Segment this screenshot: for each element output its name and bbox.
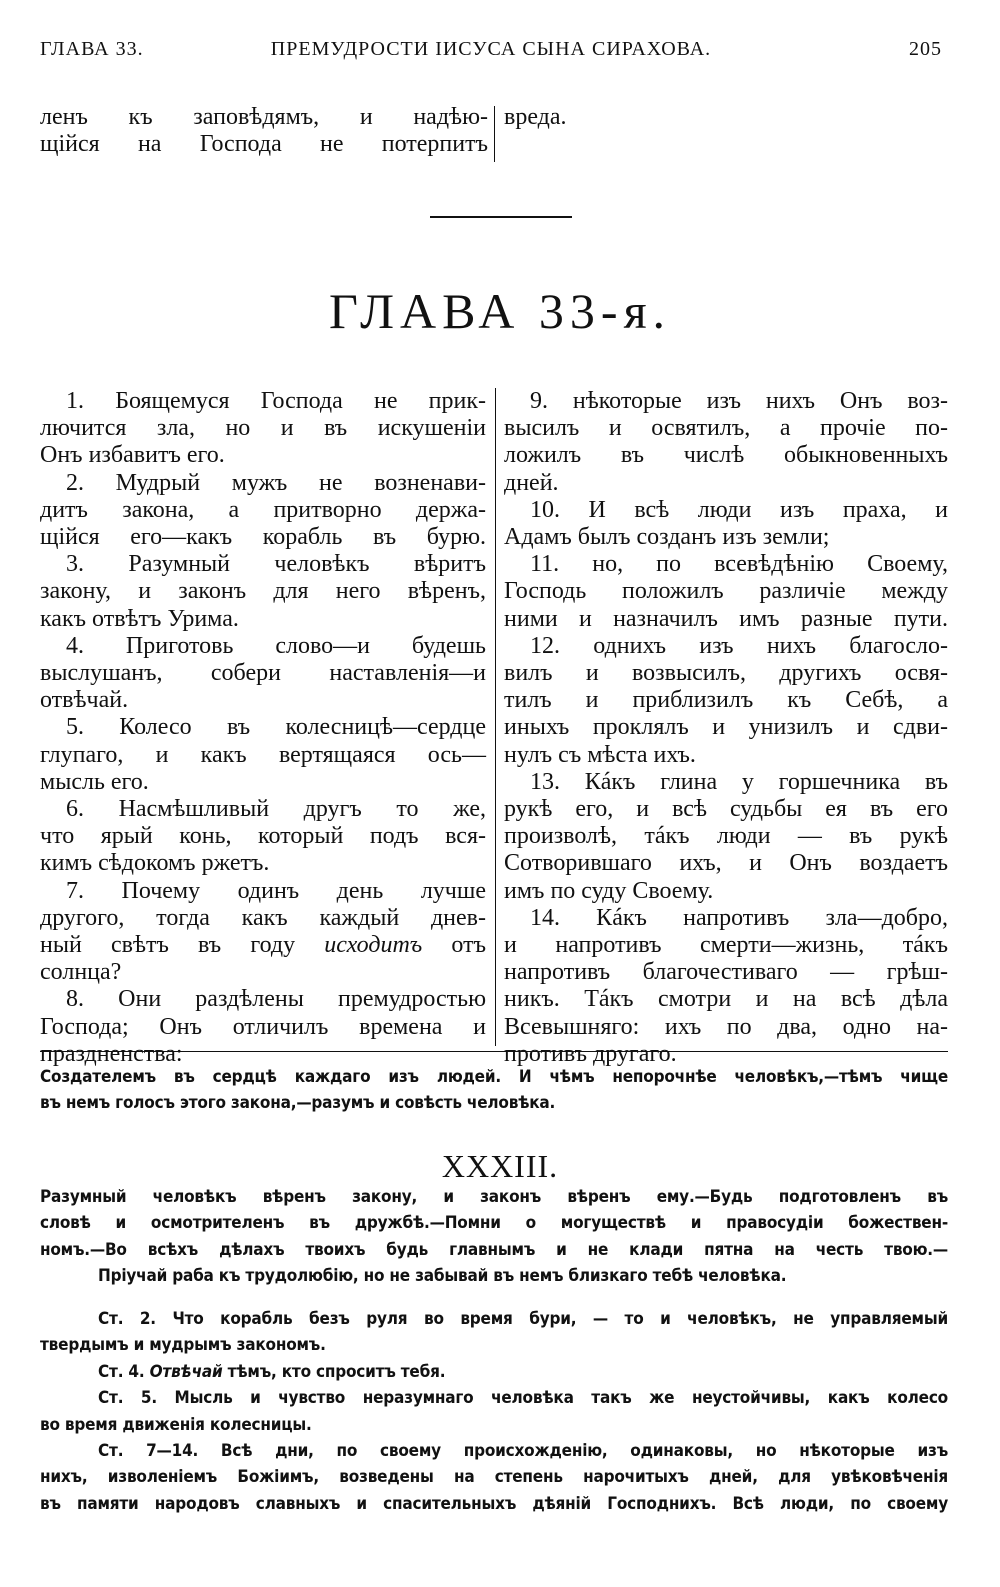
verse-7 [40, 878, 486, 987]
text-line: словѣ и осмотрителенъ въ дружбѣ.—Помни о могуществѣ и правосудіи божествен- [40, 1213, 948, 1234]
text-line: лючится зла, но и въ искушеніи [40, 415, 486, 442]
text-line: 12. однихъ изъ нихъ благосло- [530, 632, 948, 659]
verse-columns [40, 388, 948, 1067]
header-book-title: ПРЕМУДРОСТИ ІИСУСА СЫНА СИРАХОВА. [270, 38, 712, 60]
italic-word: Отвѣчай [149, 1361, 223, 1382]
header-chapter: ГЛАВА 33. [40, 38, 144, 60]
text-line: другого, тогда какъ каждый днев- [40, 904, 486, 931]
text-line: что ярый конь, который подъ вся- [40, 823, 486, 850]
verse-11 [504, 551, 948, 633]
text-line: Ст. 5. Мысль и чувство неразумнаго человѣка такъ же неустойчивы, какъ колесо [98, 1388, 948, 1409]
text-line: высилъ и освятилъ, а прочіе по- [504, 415, 948, 442]
verse-9 [504, 388, 948, 497]
fragment-right-column [504, 104, 704, 131]
chapter-title: ГЛАВА 33-я. [328, 283, 672, 339]
text-line: въ памяти народовъ славныхъ и спасительныхъ дѣяній Господнихъ. Всѣ люди, по своему [40, 1493, 948, 1514]
text-line: произволѣ, тáкъ люди — въ рукѣ [504, 823, 948, 850]
text-line: вреда. [504, 104, 567, 130]
commentary-continuation [40, 1064, 948, 1117]
text-line: отвѣчай. [40, 687, 129, 714]
text-line: твердымъ и мудрымъ закономъ. [40, 1335, 326, 1356]
text-line: 13. Кáкъ глина у горшечника въ [530, 768, 948, 795]
italic-word: исходитъ [324, 932, 423, 959]
text-line: Создателемъ въ сердцѣ каждаго изъ людей. И чѣмъ непорочнѣе человѣкъ,—тѣмъ чище [40, 1067, 948, 1087]
text-line: Всевышняго: ихъ по два, одно на- [504, 1013, 948, 1040]
left-column [40, 388, 486, 1068]
text-line: щійся его—какъ корабль въ бурю. [40, 524, 486, 551]
text-line: 8. Они раздѣлены премудростью [66, 986, 486, 1013]
text-line: Адамъ былъ созданъ изъ земли; [504, 524, 830, 551]
text-line: закону, и законъ для него вѣренъ, [40, 578, 486, 605]
text-line: напротивъ благочестиваго — грѣш- [504, 959, 948, 986]
text-line: мысль его. [40, 768, 149, 795]
text-line: глупаго, и какъ вертящаяся ось— [40, 741, 486, 768]
text-line: Разумный человѣкъ вѣренъ закону, и законъ вѣренъ ему.—Будь подготовленъ въ [40, 1187, 948, 1207]
text-line: Пріучай раба къ трудолюбію, но не забывай въ немъ близкаго тебѣ человѣка. [98, 1266, 787, 1287]
text-line: Ст. 2. Что корабль безъ руля во время бури, — то и человѣкъ, не управляемый [98, 1309, 948, 1329]
text-line: 10. И всѣ люди изъ праха, и [530, 496, 948, 523]
chapter-summary [40, 1184, 948, 1290]
verse-10 [504, 497, 948, 551]
text-line: въ немъ голосъ этого закона,—разумъ и совѣсть человѣка. [40, 1093, 556, 1114]
text-line: нулъ съ мѣста ихъ. [504, 741, 696, 768]
text-line: какъ отвѣтъ Урима. [40, 605, 239, 632]
verse-commentary [40, 1306, 948, 1517]
footnote-divider [40, 1051, 948, 1052]
verse-13 [504, 769, 948, 905]
text-line: 9. нѣкоторые изъ нихъ Онъ воз- [530, 388, 948, 414]
verse-8 [40, 986, 486, 1068]
verse-1 [40, 388, 486, 470]
text-line: 11. но, по всевѣдѣнію Своему, [530, 551, 948, 578]
verse-5 [40, 714, 486, 796]
text-line: никъ. Тáкъ смотри и на всѣ дѣла [504, 986, 948, 1013]
verse-6 [40, 796, 486, 878]
text-line: 14. Кáкъ напротивъ зла—добро, [530, 904, 948, 931]
text-line: ложилъ въ числѣ обыкновенныхъ [504, 442, 948, 469]
verse-2 [40, 470, 486, 552]
column-divider [495, 388, 496, 1046]
text-line: номъ.—Во всѣхъ дѣлахъ твоихъ будь главнымъ и не клади пятна на честь твою.— [40, 1239, 948, 1260]
text-line: Ст. 4. Отвѣчай тѣмъ, кто спроситъ тебя. [98, 1361, 446, 1382]
page-number: 205 [909, 38, 942, 60]
text-line: Сотворившаго ихъ, и Онъ воздаетъ [504, 850, 948, 877]
text-line: праздненства: [40, 1040, 183, 1067]
text-line: ними и назначилъ имъ разные пути. [504, 605, 948, 632]
text-line: ленъ къ заповѣдямъ, и надѣю- [40, 104, 488, 130]
text-line: кимъ сѣдокомъ ржетъ. [40, 850, 270, 877]
verse-12 [504, 633, 948, 769]
text-line: выслушанъ, собери наставленія—и [40, 660, 486, 687]
section-numeral: XXXIII. [441, 1148, 559, 1184]
text-line: 3. Разумный человѣкъ вѣритъ [66, 551, 486, 578]
text-line: Господь положилъ различіе между [504, 578, 948, 605]
verse-3 [40, 551, 486, 633]
previous-chapter-ending [40, 104, 1000, 164]
right-column [504, 388, 948, 1068]
text-line: ный свѣтъ въ году исходитъ отъ [40, 932, 487, 959]
text-line: и напротивъ смерти—жизнь, тáкъ [504, 932, 948, 959]
column-divider [494, 106, 495, 162]
text-line: нихъ, изволеніемъ Божіимъ, возведены на степень нарочитыхъ дней, для увѣковѣченія [40, 1467, 948, 1488]
text-line: дней. [504, 469, 559, 496]
text-line: Онъ избавитъ его. [40, 442, 225, 469]
text-line: во время движенія колесницы. [40, 1414, 312, 1435]
text-line: 1. Боящемуся Господа не прик- [66, 388, 486, 414]
text-line: 2. Мудрый мужъ не возненави- [66, 469, 486, 496]
text-line: рукѣ его, и всѣ судьбы ея въ его [504, 796, 948, 823]
text-line: 7. Почему одинъ день лучше [66, 877, 486, 904]
text-line: дитъ закона, а притворно держа- [40, 496, 486, 523]
text-line: щійся на Господа не потерпитъ [40, 131, 488, 157]
text-line: Господа; Онъ отличилъ времена и [40, 1013, 486, 1040]
text-line: солнца? [40, 959, 122, 986]
text-line: 5. Колесо въ колесницѣ—сердце [66, 714, 486, 741]
text-line: имъ по суду Своему. [504, 877, 714, 904]
text-line: противъ другаго. [504, 1040, 677, 1067]
verse-14 [504, 905, 948, 1068]
fragment-left-column [40, 104, 488, 158]
text-line: тилъ и приблизилъ къ Себѣ, а [504, 687, 948, 714]
running-header [40, 38, 942, 64]
verse-4 [40, 633, 486, 715]
text-line: 4. Приготовь слово—и будешь [66, 632, 486, 659]
section-divider [430, 216, 572, 218]
text-line: 6. Насмѣшливый другъ то же, [66, 796, 486, 823]
text-line: Ст. 7—14. Всѣ дни, по своему происхожденію, одинаковы, но нѣкоторые изъ [98, 1441, 948, 1462]
text-line: вилъ и возвысилъ, другихъ освя- [504, 660, 948, 687]
text-line: иныхъ проклялъ и унизилъ и сдви- [504, 714, 948, 741]
